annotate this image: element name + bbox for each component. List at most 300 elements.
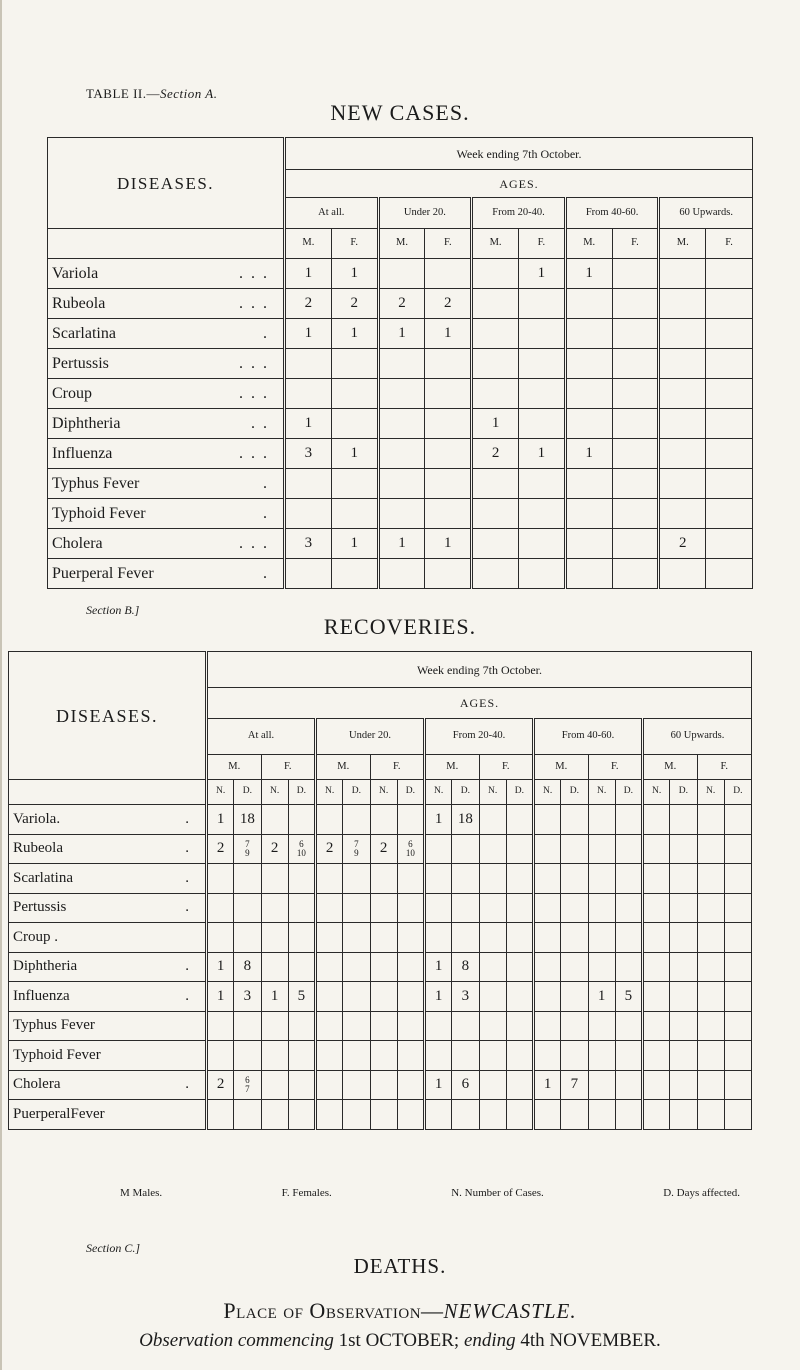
value-cell: 2 xyxy=(261,834,288,864)
value-cell xyxy=(397,1070,424,1100)
value-cell xyxy=(261,1041,288,1071)
value-cell xyxy=(425,1041,452,1071)
value-cell xyxy=(612,439,659,469)
value-cell xyxy=(534,834,561,864)
value-cell: 1 xyxy=(565,439,612,469)
value-cell xyxy=(615,1100,642,1130)
value-cell: 2 xyxy=(331,289,378,319)
age-group-header: At all. xyxy=(207,719,316,755)
fraction-bottom: 10 xyxy=(296,847,306,858)
value-cell: 3 xyxy=(234,982,261,1012)
value-cell xyxy=(588,952,615,982)
value-cell xyxy=(706,559,753,589)
fraction-top: 7 xyxy=(245,838,250,849)
value-cell xyxy=(612,469,659,499)
value-cell xyxy=(534,805,561,835)
value-cell xyxy=(397,982,424,1012)
disease-name-cell xyxy=(9,805,207,835)
value-cell xyxy=(561,923,588,953)
sex-header: M. xyxy=(534,755,589,780)
value-cell xyxy=(425,1100,452,1130)
value-cell xyxy=(615,864,642,894)
sex-header: M. xyxy=(565,229,612,259)
value-cell: 1 xyxy=(285,409,332,439)
disease-name: Variola. xyxy=(13,810,61,827)
table-row xyxy=(48,289,753,319)
legend xyxy=(120,1187,740,1199)
age-group-header: From 40-60. xyxy=(534,719,643,755)
nd-header: N. xyxy=(425,780,452,805)
dot-leader: . xyxy=(185,987,189,1004)
value-cell: 3 xyxy=(285,529,332,559)
disease-name: Rubeola xyxy=(13,840,63,857)
blank-cell xyxy=(9,780,207,805)
value-cell xyxy=(561,834,588,864)
value-cell xyxy=(261,805,288,835)
value-cell xyxy=(378,349,425,379)
value-cell xyxy=(643,952,670,982)
value-cell xyxy=(378,559,425,589)
disease-name: Scarlatina xyxy=(52,324,116,342)
value-cell xyxy=(565,319,612,349)
nd-header: D. xyxy=(452,780,479,805)
diseases-header: DISEASES. xyxy=(48,138,285,229)
value-cell xyxy=(479,834,506,864)
value-cell xyxy=(612,289,659,319)
value-cell xyxy=(378,409,425,439)
disease-name: Influenza xyxy=(13,987,70,1004)
value-cell xyxy=(397,1100,424,1130)
value-cell xyxy=(397,1011,424,1041)
value-cell xyxy=(331,379,378,409)
value-cell xyxy=(234,893,261,923)
nd-header: D. xyxy=(506,780,533,805)
value-cell xyxy=(565,469,612,499)
value-cell xyxy=(288,1070,315,1100)
value-cell xyxy=(659,379,706,409)
ages-header: AGES. xyxy=(207,688,752,719)
value-cell xyxy=(697,923,724,953)
value-cell xyxy=(506,864,533,894)
value-cell xyxy=(261,893,288,923)
fraction-bottom: 9 xyxy=(245,847,250,858)
value-cell xyxy=(506,893,533,923)
sex-header: F. xyxy=(331,229,378,259)
table-row xyxy=(48,409,753,439)
value-cell xyxy=(612,259,659,289)
value-cell xyxy=(724,834,751,864)
value-cell xyxy=(397,923,424,953)
value-cell xyxy=(506,1041,533,1071)
disease-name-cell xyxy=(48,259,285,289)
value-cell: 1 xyxy=(378,529,425,559)
disease-name: Typhus Fever xyxy=(52,474,140,492)
value-cell xyxy=(285,349,332,379)
value-cell xyxy=(378,379,425,409)
value-cell xyxy=(565,349,612,379)
disease-name-cell xyxy=(9,1070,207,1100)
value-cell xyxy=(615,1070,642,1100)
age-group-header: From 40-60. xyxy=(565,198,659,229)
value-cell: 2 xyxy=(370,834,397,864)
fraction-top: 6 xyxy=(299,838,304,849)
value-cell xyxy=(343,1041,370,1071)
value-cell xyxy=(316,864,343,894)
value-cell xyxy=(706,289,753,319)
value-cell xyxy=(643,893,670,923)
value-cell xyxy=(659,559,706,589)
value-cell xyxy=(316,982,343,1012)
value-cell: 1 xyxy=(518,439,565,469)
table-row xyxy=(9,952,752,982)
value-cell xyxy=(479,1070,506,1100)
table-row xyxy=(48,319,753,349)
value-cell xyxy=(506,923,533,953)
value-cell: 1 xyxy=(378,319,425,349)
value-cell xyxy=(316,805,343,835)
value-cell: 1 xyxy=(518,259,565,289)
disease-name-cell xyxy=(48,499,285,529)
value-cell xyxy=(612,349,659,379)
value-cell xyxy=(370,982,397,1012)
sex-header: F. xyxy=(261,755,316,780)
value-cell xyxy=(452,864,479,894)
value-cell xyxy=(615,805,642,835)
value-cell: 1 xyxy=(472,409,519,439)
value-cell xyxy=(724,893,751,923)
value-cell xyxy=(518,409,565,439)
page-edge-shadow xyxy=(0,0,2,1370)
value-cell xyxy=(370,805,397,835)
nd-header: D. xyxy=(234,780,261,805)
fraction-bottom: 9 xyxy=(354,847,359,858)
value-cell xyxy=(565,379,612,409)
disease-name: Rubeola xyxy=(52,294,106,312)
value-cell xyxy=(316,1070,343,1100)
fraction xyxy=(354,840,359,858)
disease-name: Scarlatina xyxy=(13,869,73,886)
sex-header: F. xyxy=(370,755,425,780)
dot-leader: . xyxy=(263,504,269,522)
fraction-top: 6 xyxy=(245,1074,250,1085)
value-cell: 18 xyxy=(234,805,261,835)
value-cell xyxy=(331,559,378,589)
value-cell xyxy=(397,805,424,835)
value-cell xyxy=(425,469,472,499)
disease-name-cell xyxy=(9,1100,207,1130)
disease-name-cell xyxy=(48,289,285,319)
value-cell xyxy=(706,259,753,289)
value-cell xyxy=(472,559,519,589)
value-cell xyxy=(472,349,519,379)
fraction xyxy=(406,840,415,858)
dot-leader: . . . xyxy=(239,534,269,552)
value-cell xyxy=(670,1100,697,1130)
disease-name: Diphtheria xyxy=(13,958,78,975)
dot-leader: . . . xyxy=(239,444,269,462)
value-cell xyxy=(472,289,519,319)
value-cell: 1 xyxy=(207,982,234,1012)
value-cell xyxy=(288,893,315,923)
value-cell xyxy=(343,952,370,982)
value-cell xyxy=(565,499,612,529)
disease-name: PuerperalFever xyxy=(13,1105,105,1122)
value-cell xyxy=(234,1041,261,1071)
nd-header: N. xyxy=(479,780,506,805)
value-cell: 3 xyxy=(285,439,332,469)
value-cell xyxy=(561,893,588,923)
value-cell xyxy=(425,259,472,289)
value-cell xyxy=(697,1041,724,1071)
fraction-bottom: 7 xyxy=(245,1083,250,1094)
ages-header: AGES. xyxy=(285,170,753,198)
disease-name-cell xyxy=(48,439,285,469)
blank-cell xyxy=(48,229,285,259)
value-cell xyxy=(331,409,378,439)
value-cell xyxy=(659,439,706,469)
value-cell xyxy=(316,923,343,953)
place-line xyxy=(0,1298,800,1324)
value-cell xyxy=(261,923,288,953)
dot-leader: . xyxy=(185,899,189,916)
dot-leader: . . . xyxy=(239,294,269,312)
sex-header: M. xyxy=(378,229,425,259)
value-cell xyxy=(316,952,343,982)
nd-header: N. xyxy=(316,780,343,805)
value-cell xyxy=(288,1041,315,1071)
disease-name: Cholera xyxy=(13,1076,61,1093)
value-cell xyxy=(670,805,697,835)
value-cell xyxy=(643,864,670,894)
value-cell xyxy=(659,469,706,499)
value-cell xyxy=(331,499,378,529)
value-cell xyxy=(472,469,519,499)
value-cell: 1 xyxy=(588,982,615,1012)
value-cell xyxy=(378,469,425,499)
value-cell xyxy=(472,319,519,349)
value-cell xyxy=(479,864,506,894)
value-cell: 1 xyxy=(534,1070,561,1100)
value-cell xyxy=(370,952,397,982)
value-cell xyxy=(643,1011,670,1041)
dot-leader: . . xyxy=(251,414,269,432)
disease-name: Croup xyxy=(52,384,92,402)
nd-header: N. xyxy=(643,780,670,805)
observation-prefix: Observation commencing xyxy=(139,1330,334,1351)
value-cell xyxy=(518,469,565,499)
table-row xyxy=(9,864,752,894)
value-cell xyxy=(506,1100,533,1130)
disease-name-cell xyxy=(9,1041,207,1071)
sex-header: M. xyxy=(472,229,519,259)
value-cell xyxy=(343,864,370,894)
value-cell xyxy=(561,1011,588,1041)
value-cell xyxy=(207,893,234,923)
value-cell xyxy=(370,864,397,894)
value-cell xyxy=(343,805,370,835)
value-cell xyxy=(534,923,561,953)
value-cell xyxy=(288,1100,315,1130)
value-cell xyxy=(724,864,751,894)
value-cell xyxy=(452,893,479,923)
value-cell xyxy=(472,529,519,559)
value-cell xyxy=(378,439,425,469)
value-cell xyxy=(588,805,615,835)
value-cell xyxy=(261,1100,288,1130)
value-cell xyxy=(588,893,615,923)
value-cell xyxy=(207,923,234,953)
dot-leader: . xyxy=(263,324,269,342)
value-cell xyxy=(706,319,753,349)
value-cell: 1 xyxy=(425,529,472,559)
value-cell xyxy=(534,952,561,982)
value-cell xyxy=(670,893,697,923)
value-cell: 5 xyxy=(288,982,315,1012)
value-cell xyxy=(316,1011,343,1041)
week-header: Week ending 7th October. xyxy=(207,652,752,688)
value-cell: 2 xyxy=(659,529,706,559)
value-cell xyxy=(331,469,378,499)
value-cell xyxy=(285,559,332,589)
value-cell xyxy=(612,529,659,559)
legend-number: N. Number of Cases. xyxy=(451,1187,544,1199)
sex-header: M. xyxy=(285,229,332,259)
table-row xyxy=(48,469,753,499)
value-cell xyxy=(425,923,452,953)
table-row xyxy=(48,439,753,469)
nd-header: N. xyxy=(588,780,615,805)
value-cell xyxy=(518,319,565,349)
sex-header: F. xyxy=(697,755,752,780)
value-cell xyxy=(452,1041,479,1071)
table-row xyxy=(9,1011,752,1041)
value-cell xyxy=(724,1041,751,1071)
value-cell xyxy=(670,1070,697,1100)
value-cell xyxy=(724,952,751,982)
value-cell xyxy=(612,559,659,589)
value-cell xyxy=(588,1041,615,1071)
value-cell: 1 xyxy=(331,259,378,289)
value-cell xyxy=(697,893,724,923)
value-cell xyxy=(724,1100,751,1130)
value-cell xyxy=(288,923,315,953)
value-cell: 8 xyxy=(452,952,479,982)
value-cell xyxy=(706,439,753,469)
sex-header: M. xyxy=(425,755,480,780)
value-cell xyxy=(343,1070,370,1100)
nd-header: N. xyxy=(697,780,724,805)
sex-header: F. xyxy=(425,229,472,259)
value-cell xyxy=(697,1100,724,1130)
value-cell xyxy=(425,559,472,589)
value-cell xyxy=(615,834,642,864)
age-group-header: 60 Upwards. xyxy=(659,198,753,229)
value-cell: 1 xyxy=(285,259,332,289)
value-cell xyxy=(370,893,397,923)
table-row xyxy=(48,379,753,409)
value-cell xyxy=(261,864,288,894)
table-label-prefix: TABLE II.— xyxy=(86,86,160,101)
value-cell xyxy=(670,834,697,864)
value-cell xyxy=(472,379,519,409)
table-row xyxy=(9,1041,752,1071)
value-cell xyxy=(397,1041,424,1071)
disease-name-cell xyxy=(48,319,285,349)
value-cell xyxy=(452,1011,479,1041)
nd-header: N. xyxy=(261,780,288,805)
table-label-section: Section A. xyxy=(160,86,218,101)
value-cell xyxy=(565,559,612,589)
disease-name-cell xyxy=(48,529,285,559)
place-name: NEWCASTLE. xyxy=(443,1299,577,1323)
value-cell xyxy=(670,923,697,953)
value-cell xyxy=(612,409,659,439)
value-cell xyxy=(534,864,561,894)
value-cell: 1 xyxy=(565,259,612,289)
value-cell xyxy=(234,1070,261,1100)
disease-name: Pertussis xyxy=(52,354,109,372)
value-cell xyxy=(234,864,261,894)
disease-name-cell xyxy=(48,349,285,379)
dot-leader: . xyxy=(263,564,269,582)
value-cell xyxy=(643,1070,670,1100)
value-cell xyxy=(425,834,452,864)
value-cell xyxy=(706,469,753,499)
value-cell xyxy=(534,1100,561,1130)
value-cell xyxy=(397,864,424,894)
disease-name: Cholera xyxy=(52,534,103,552)
nd-header: D. xyxy=(343,780,370,805)
value-cell xyxy=(588,1100,615,1130)
value-cell xyxy=(561,1100,588,1130)
age-group-header: From 20-40. xyxy=(472,198,566,229)
table-row xyxy=(9,893,752,923)
value-cell xyxy=(697,805,724,835)
value-cell: 1 xyxy=(331,439,378,469)
value-cell: 1 xyxy=(261,982,288,1012)
value-cell xyxy=(479,805,506,835)
value-cell: 2 xyxy=(316,834,343,864)
value-cell xyxy=(724,923,751,953)
disease-name: Pertussis xyxy=(13,899,67,916)
value-cell xyxy=(706,529,753,559)
value-cell xyxy=(343,893,370,923)
value-cell xyxy=(343,834,370,864)
value-cell xyxy=(285,499,332,529)
fraction xyxy=(245,1076,250,1094)
value-cell xyxy=(643,834,670,864)
value-cell xyxy=(612,499,659,529)
value-cell xyxy=(479,1041,506,1071)
value-cell xyxy=(506,982,533,1012)
value-cell xyxy=(506,1011,533,1041)
value-cell xyxy=(472,499,519,529)
week-header: Week ending 7th October. xyxy=(285,138,753,170)
dot-leader: . xyxy=(185,869,189,886)
value-cell xyxy=(425,409,472,439)
value-cell xyxy=(588,1011,615,1041)
value-cell xyxy=(261,952,288,982)
value-cell xyxy=(207,864,234,894)
value-cell xyxy=(316,1100,343,1130)
value-cell xyxy=(425,893,452,923)
value-cell xyxy=(207,1100,234,1130)
age-group-header: Under 20. xyxy=(378,198,472,229)
value-cell xyxy=(343,1011,370,1041)
value-cell xyxy=(288,864,315,894)
sex-header: F. xyxy=(706,229,753,259)
sex-header: M. xyxy=(207,755,262,780)
